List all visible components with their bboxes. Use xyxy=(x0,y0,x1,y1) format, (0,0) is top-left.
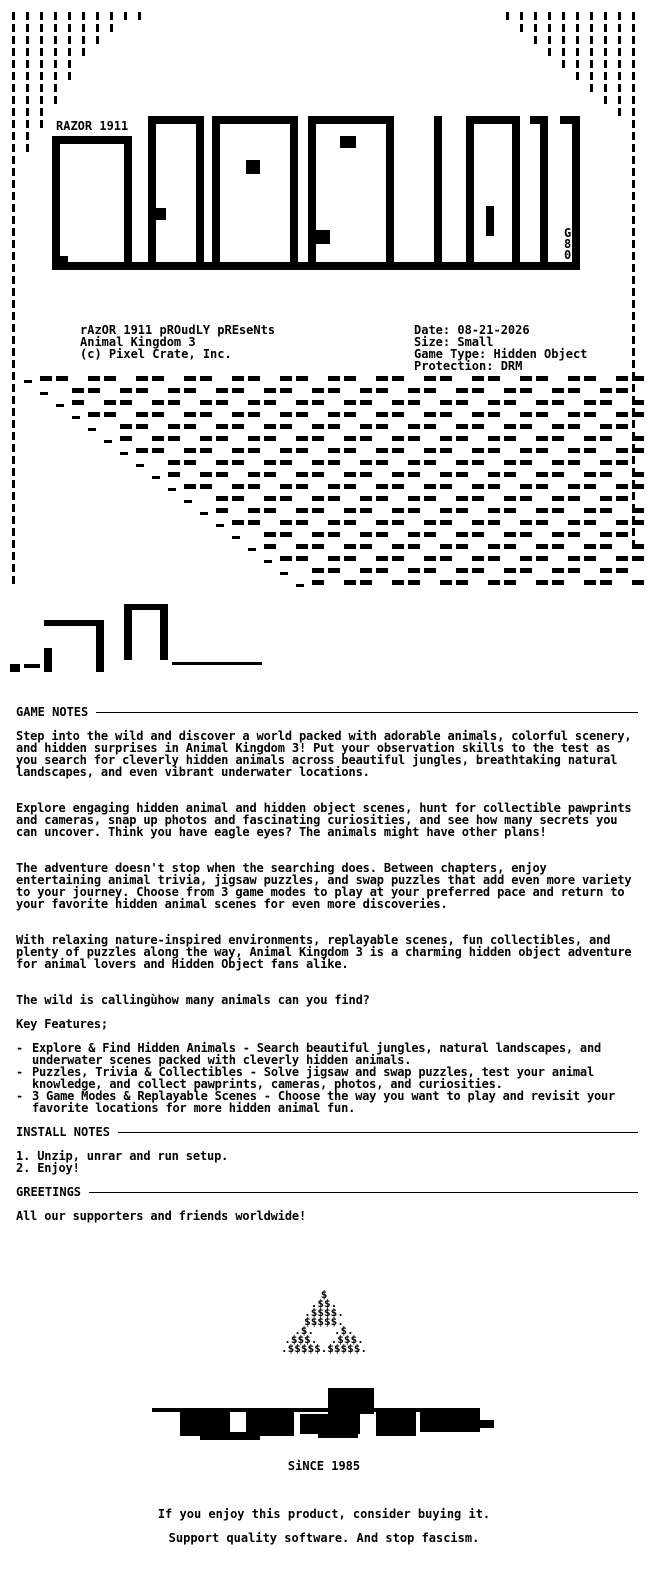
dollar-triangle-art: $ .$$. .$$$$. $$$$$. .$. .$. .$$$. .$$$. .$$$$$.$$$$$. xyxy=(280,1288,368,1355)
notes-paragraph: Explore engaging hidden animal and hidden object scenes, hunt for collectible pawprints and cameras, snap up photos and fascinating curiosities, and see how many secrets you can uncover. Think you have eagle eyes? The animals might have other plans! xyxy=(16,801,632,839)
protection: Protection: DRM xyxy=(414,359,523,373)
notes-paragraph: With relaxing nature-inspired environments, replayable scenes, fun collectibles, and plenty of puzzles along the way, Animal Kingdom 3 is a charming hidden object adventure for animal lovers and Hidden Object fans alike. xyxy=(16,933,632,971)
release-date: Date: 08-21-2026 xyxy=(414,323,530,337)
notes-paragraph: The wild is callingùhow many animals can you find? xyxy=(16,993,370,1007)
notes-paragraph: The adventure doesn't stop when the searching does. Between chapters, enjoy entertaining animal trivia, jigsaw puzzles, and swap puzzles that add even more variety to your journey. Choose from 3 game modes to play at your preferred pace and return to your favorite hidden animal scenes for even more discoveries. xyxy=(16,861,632,911)
divider xyxy=(89,1192,638,1193)
logo-tag: G 8 0 xyxy=(564,226,572,262)
release-size: Size: Small xyxy=(414,335,494,349)
feature-item: - Puzzles, Trivia & Collectibles - Solve jigsaw and swap puzzles, test your animal knowledge, and collect pawprints, cameras, photos, and curiosities. xyxy=(16,1065,594,1091)
logo-group-name: RAZOR 1911 xyxy=(56,119,129,133)
section-heading: INSTALL NOTES xyxy=(16,1125,110,1139)
section-install-notes xyxy=(16,1126,638,1138)
section-greetings xyxy=(16,1186,638,1198)
section-game-notes xyxy=(16,706,638,718)
release-title-line: rAzOR 1911 pROudLY pREseNts xyxy=(80,323,276,337)
key-features-label: Key Features; xyxy=(16,1017,108,1031)
support-line: If you enjoy this product, consider buying it. xyxy=(157,1507,491,1521)
publisher: (c) Pixel Crate, Inc. xyxy=(80,347,232,361)
feature-item: - Explore & Find Hidden Animals - Search beautiful jungles, natural landscapes, and underwater scenes packed with cleverly hidden animals. xyxy=(16,1041,601,1067)
game-type: Game Type: Hidden Object xyxy=(414,347,588,361)
since-label: SiNCE 1985 xyxy=(287,1459,361,1473)
section-heading: GREETINGS xyxy=(16,1185,82,1199)
section-heading: GAME NOTES xyxy=(16,705,89,719)
divider xyxy=(118,1132,638,1133)
install-step: 2. Enjoy! xyxy=(16,1161,80,1175)
feature-item: - 3 Game Modes & Replayable Scenes - Choose the way you want to play and revisit your favorite locations for more hidden animal fun. xyxy=(16,1089,616,1115)
stop-fascism-line: Support quality software. And stop fascism. xyxy=(168,1531,480,1545)
install-step: 1. Unzip, unrar and run setup. xyxy=(16,1149,229,1163)
game-title: Animal Kingdom 3 xyxy=(80,335,196,349)
divider xyxy=(96,712,638,713)
notes-paragraph: Step into the wild and discover a world packed with adorable animals, colorful scenery, and hidden surprises in Animal Kingdom 3! Put your observation skills to the test as you search for cleverly hidden animals across beautiful jungles, breathtaking natural landscapes, and even vibrant underwater locations. xyxy=(16,729,632,779)
greetings-text: All our supporters and friends worldwide! xyxy=(16,1209,307,1223)
razor-footer-logo xyxy=(0,1380,648,1450)
